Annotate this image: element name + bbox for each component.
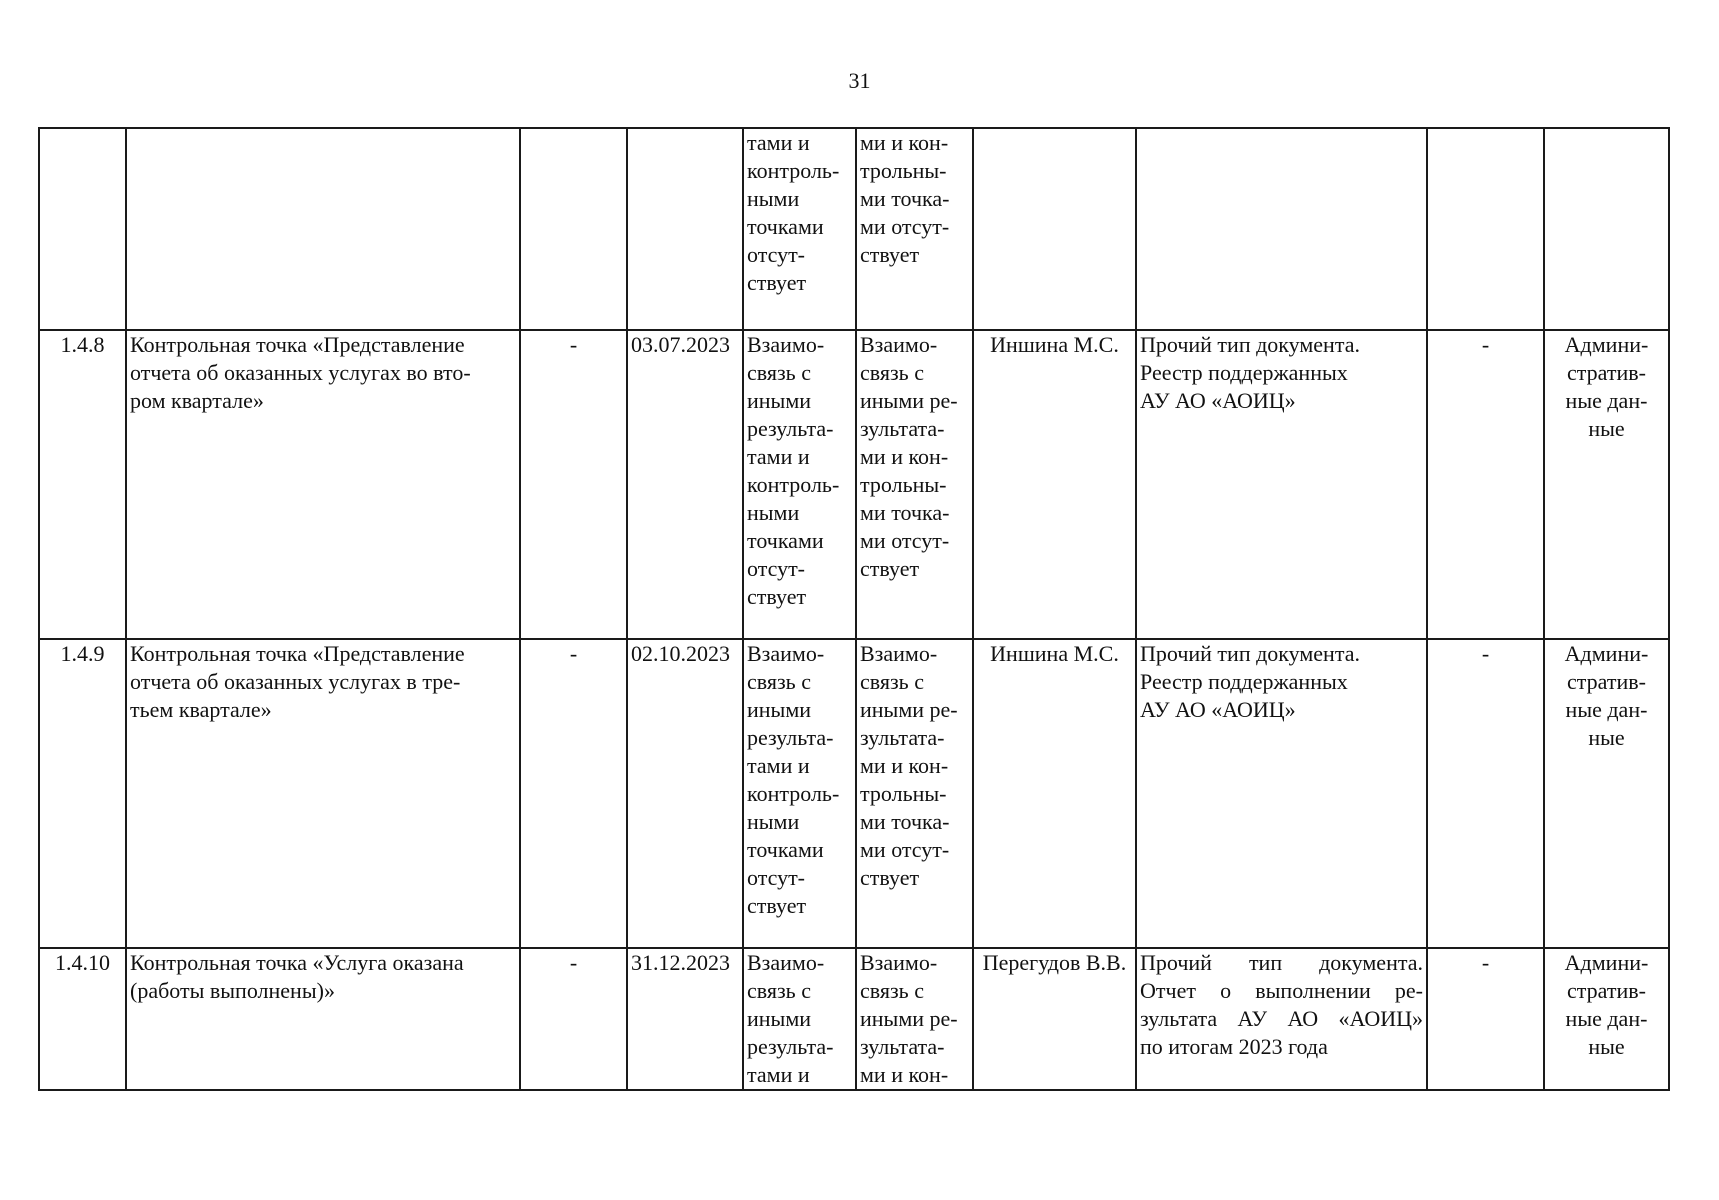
cell-line: АУ АО «АОИЦ» (1140, 388, 1296, 413)
cell-line: ствует (747, 584, 807, 609)
row-number-cell: 1.4.8 (39, 330, 126, 639)
cell-line: Взаимо- (747, 641, 825, 666)
cell-line: контроль- (747, 781, 840, 806)
cell-line: (работы выполнены)» (130, 978, 335, 1003)
cell-line: ствует (747, 270, 807, 295)
cell-line: Прочий тип документа. (1140, 641, 1360, 666)
cell-line: Взаимо- (860, 332, 938, 357)
cell-line: ствует (860, 556, 920, 581)
cell-line: связь с (747, 360, 811, 385)
row-source-cell (1544, 330, 1669, 639)
cell-line: Контрольная точка «Представление (130, 332, 465, 357)
cell-line: ми и кон- (860, 1062, 949, 1087)
table-row (39, 948, 1669, 1090)
cell-line: трольны- (860, 472, 947, 497)
cell-line: ми отсут- (860, 528, 950, 553)
row-responsible-cell: Иншина М.С. (973, 639, 1136, 948)
row-number-cell: 1.4.9 (39, 639, 126, 948)
cell-line: результа- (747, 1034, 834, 1059)
cell-line: отсут- (747, 865, 806, 890)
cell-line: контроль- (747, 472, 840, 497)
cell-line: Взаимо- (747, 332, 825, 357)
cell-line: ми точка- (860, 809, 950, 834)
row-prev-relation-cell (743, 128, 856, 330)
cell-line: трольны- (860, 158, 947, 183)
cell-line: ми отсут- (860, 837, 950, 862)
cell-line: ные дан- (1565, 697, 1648, 722)
cell-line: стратив- (1567, 978, 1646, 1003)
cell-line: ми точка- (860, 186, 950, 211)
row-date-cell: 31.12.2023 (627, 948, 743, 1090)
cell-line: Взаимо- (860, 641, 938, 666)
cell-line: точками (747, 837, 824, 862)
row-dash-cell: - (1427, 639, 1544, 948)
cell-line: иными (747, 388, 812, 413)
cell-line: точками (747, 214, 824, 239)
cell-line: стратив- (1567, 360, 1646, 385)
cell-line: результа- (747, 416, 834, 441)
cell-line: стратив- (1567, 669, 1646, 694)
cell-line: ные (1588, 1034, 1625, 1059)
cell-line: иными ре- (860, 697, 958, 722)
row-document-cell (1136, 330, 1427, 639)
cell-line: тами и (747, 1062, 810, 1087)
cell-line: точками (747, 528, 824, 553)
row-dash-cell (520, 128, 627, 330)
cell-line: ные дан- (1565, 388, 1648, 413)
cell-line: ными (747, 809, 800, 834)
cell-line: тьем квартале» (130, 697, 272, 722)
cell-line: ми точка- (860, 500, 950, 525)
row-number-cell (39, 128, 126, 330)
cell-line: АУ АО «АОИЦ» (1140, 697, 1296, 722)
cell-line: ные дан- (1565, 1006, 1648, 1031)
row-dash-cell: - (1427, 948, 1544, 1090)
row-next-relation-cell (856, 948, 973, 1090)
cell-line: ствует (747, 893, 807, 918)
table-row (39, 639, 1669, 948)
row-date-cell: 02.10.2023 (627, 639, 743, 948)
cell-line: Админи- (1564, 332, 1649, 357)
cell-line: связь с (860, 978, 924, 1003)
row-prev-relation-cell (743, 639, 856, 948)
cell-line: Реестр поддержанных (1140, 360, 1348, 385)
row-name-cell (126, 330, 520, 639)
cell-line: ствует (860, 865, 920, 890)
cell-line: ми отсут- (860, 214, 950, 239)
cell-line: иными (747, 1006, 812, 1031)
cell-line: Контрольная точка «Услуга оказана (130, 950, 464, 975)
cell-line: ми и кон- (860, 753, 949, 778)
cell-line: иными (747, 697, 812, 722)
row-document-cell (1136, 948, 1427, 1090)
cell-line: Прочий тип документа. (1140, 332, 1360, 357)
page-number: 31 (848, 68, 871, 93)
row-source-cell (1544, 639, 1669, 948)
cell-line: ми и кон- (860, 130, 949, 155)
row-date-cell (627, 128, 743, 330)
cell-line: тами и (747, 444, 810, 469)
row-responsible-cell: Иншина М.С. (973, 330, 1136, 639)
cell-line: отчета об оказанных услугах во вто- (130, 360, 471, 385)
cell-line: ром квартале» (130, 388, 264, 413)
row-number-cell: 1.4.10 (39, 948, 126, 1090)
row-next-relation-cell (856, 639, 973, 948)
row-prev-relation-cell (743, 330, 856, 639)
row-document-cell (1136, 128, 1427, 330)
cell-line: отчета об оказанных услугах в тре- (130, 669, 461, 694)
cell-line: ными (747, 500, 800, 525)
cell-line: отсут- (747, 242, 806, 267)
row-name-cell (126, 639, 520, 948)
cell-line: иными ре- (860, 388, 958, 413)
cell-line: по итогам 2023 года (1140, 1034, 1328, 1059)
cell-line: тами и (747, 130, 810, 155)
cell-line: зультата АУ АО «АОИЦ» (1140, 1006, 1423, 1031)
cell-line: Реестр поддержанных (1140, 669, 1348, 694)
row-dash-cell: - (1427, 330, 1544, 639)
row-dash-cell: - (520, 948, 627, 1090)
cell-line: Отчет о выполнении ре- (1140, 978, 1423, 1003)
cell-line: Взаимо- (747, 950, 825, 975)
row-name-cell (126, 948, 520, 1090)
table-row (39, 330, 1669, 639)
cell-line: ствует (860, 242, 920, 267)
cell-line: контроль- (747, 158, 840, 183)
cell-line: результа- (747, 725, 834, 750)
cell-line: связь с (860, 669, 924, 694)
cell-line: связь с (860, 360, 924, 385)
cell-line: трольны- (860, 781, 947, 806)
row-name-cell (126, 128, 520, 330)
row-source-cell (1544, 948, 1669, 1090)
table-row (39, 128, 1669, 330)
cell-line: ными (747, 186, 800, 211)
cell-line: ные (1588, 725, 1625, 750)
cell-line: тами и (747, 753, 810, 778)
row-responsible-cell: Перегудов В.В. (973, 948, 1136, 1090)
cell-line: иными ре- (860, 1006, 958, 1031)
cell-line: Взаимо- (860, 950, 938, 975)
cell-line: зультата- (860, 1034, 945, 1059)
control-points-table (38, 127, 1670, 1091)
cell-line: Админи- (1564, 950, 1649, 975)
cell-line: Контрольная точка «Представление (130, 641, 465, 666)
row-next-relation-cell (856, 330, 973, 639)
cell-line: Прочий тип документа. (1140, 950, 1423, 975)
cell-line: отсут- (747, 556, 806, 581)
row-document-cell (1136, 639, 1427, 948)
cell-line: зультата- (860, 725, 945, 750)
cell-line: зультата- (860, 416, 945, 441)
row-date-cell: 03.07.2023 (627, 330, 743, 639)
cell-line: связь с (747, 669, 811, 694)
row-dash-cell: - (520, 639, 627, 948)
row-responsible-cell (973, 128, 1136, 330)
cell-line: ми и кон- (860, 444, 949, 469)
row-dash-cell: - (520, 330, 627, 639)
cell-line: Админи- (1564, 641, 1649, 666)
row-next-relation-cell (856, 128, 973, 330)
row-dash-cell (1427, 128, 1544, 330)
row-source-cell (1544, 128, 1669, 330)
cell-line: ные (1588, 416, 1625, 441)
row-prev-relation-cell (743, 948, 856, 1090)
cell-line: связь с (747, 978, 811, 1003)
